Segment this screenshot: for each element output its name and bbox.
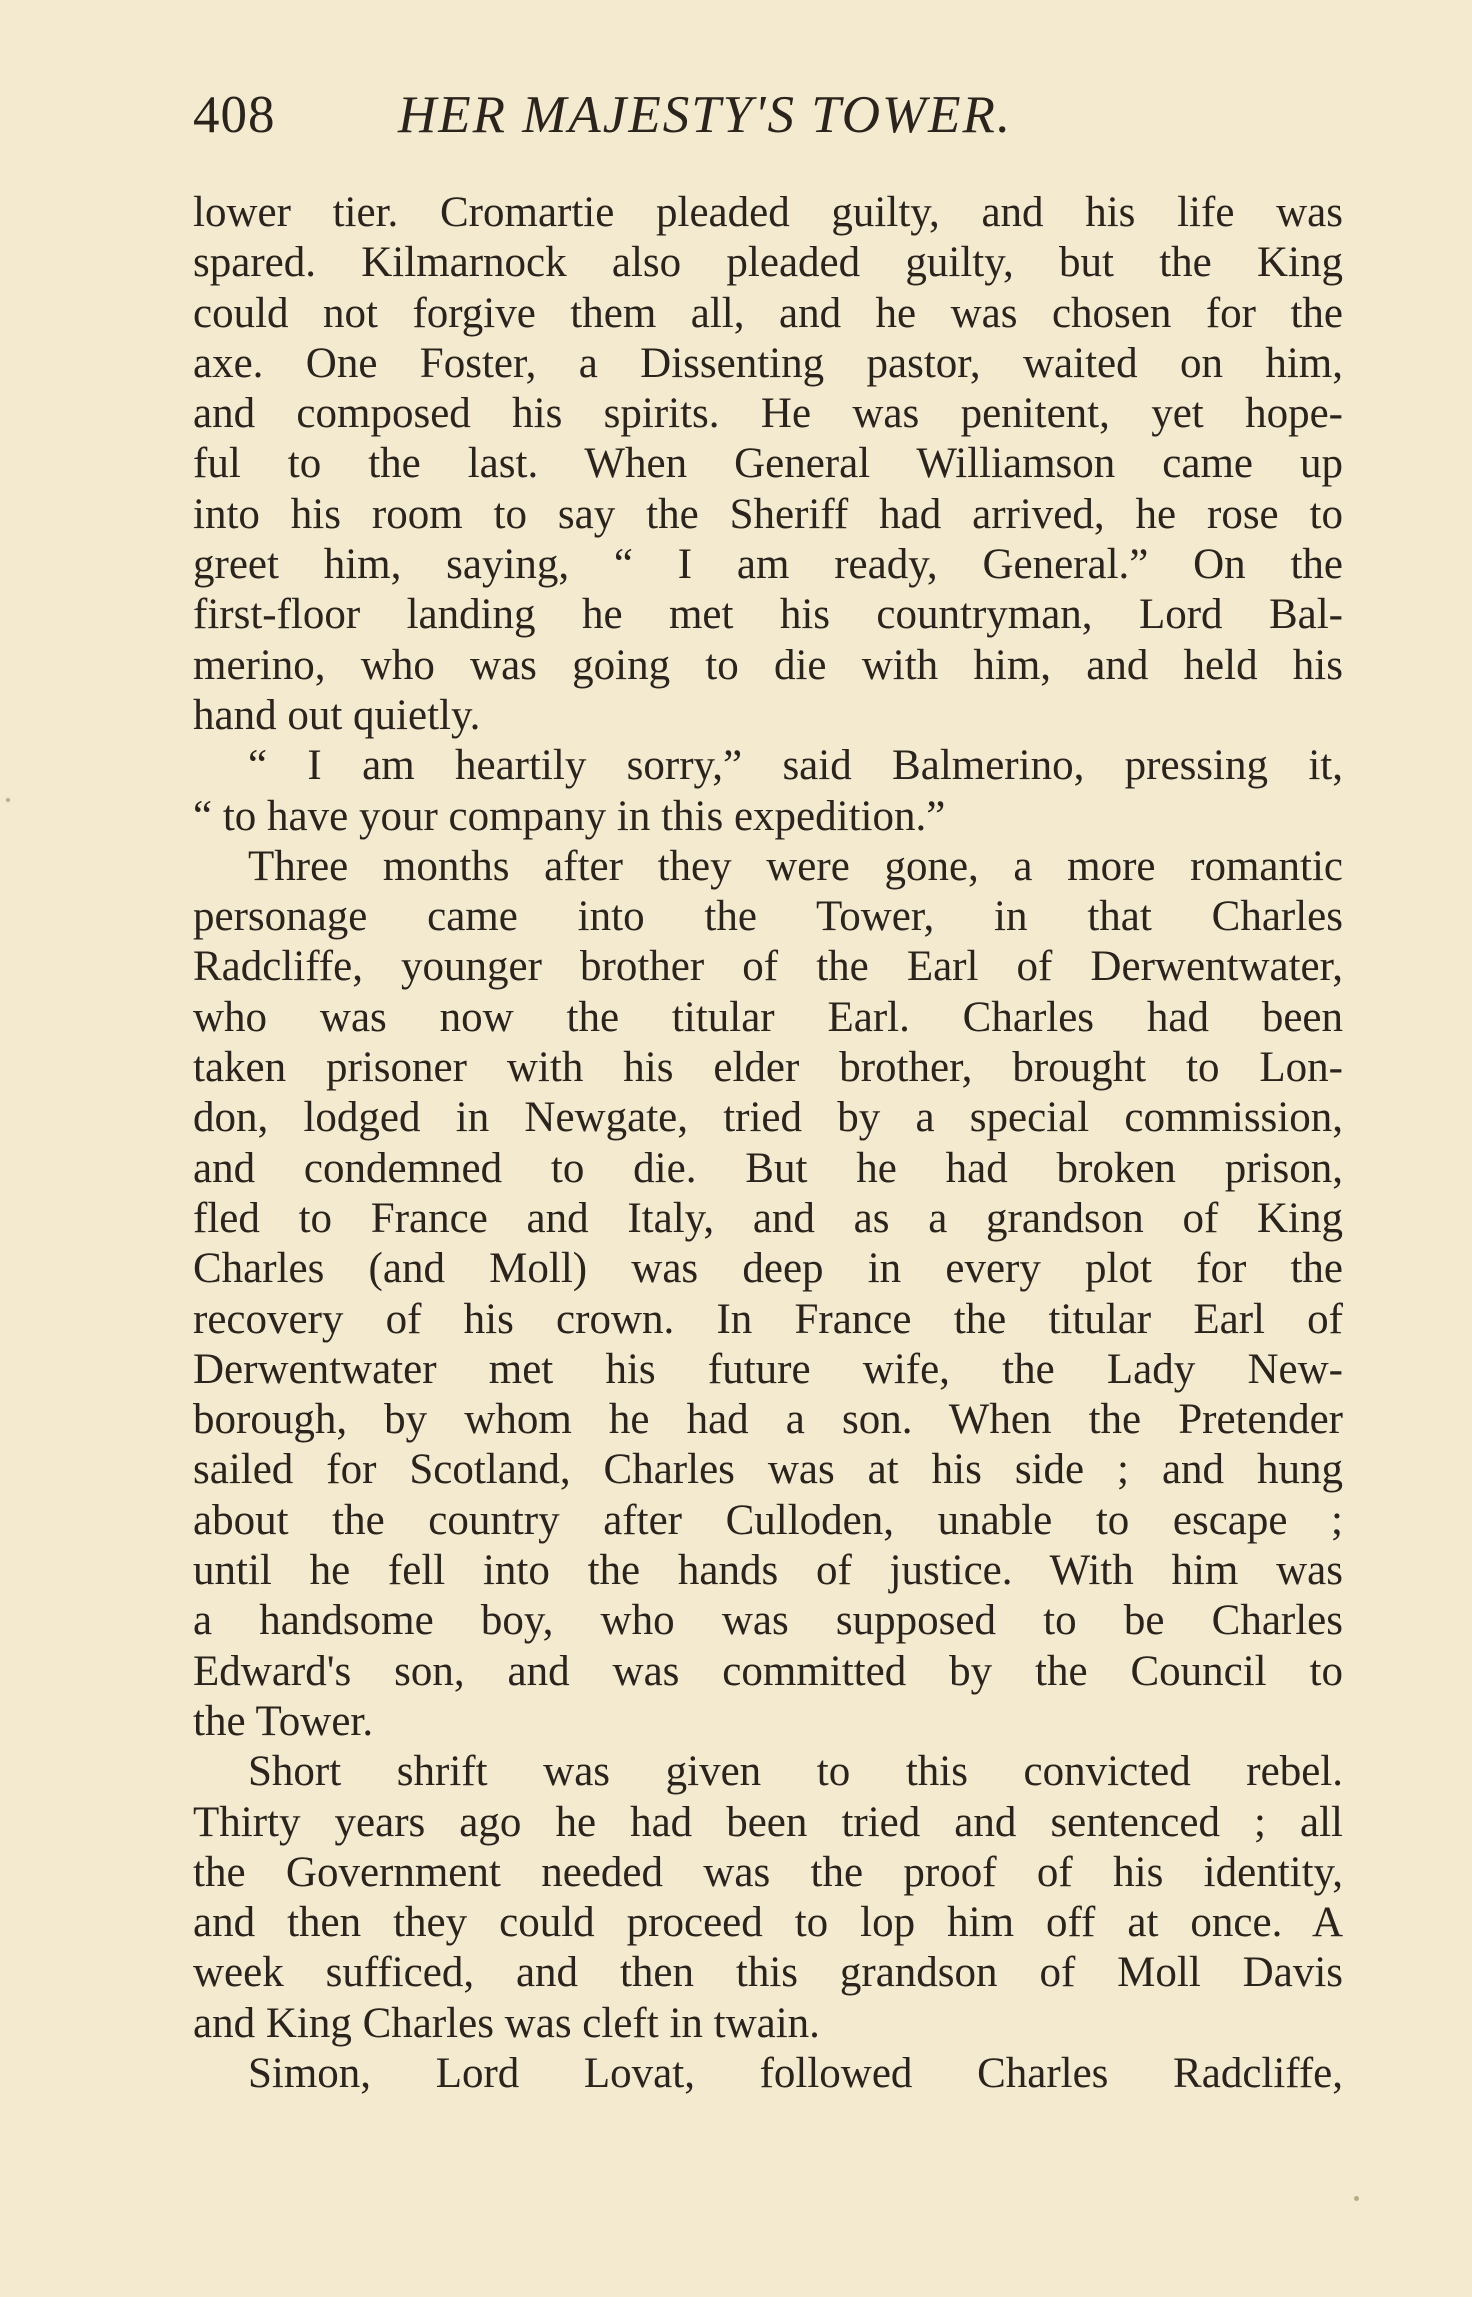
- text-line: and then they could proceed to lop him off at once. A: [193, 1899, 1343, 1947]
- text-line: week sufficed, and then this grandson of Moll Davis: [193, 1949, 1343, 1997]
- text-line: taken prisoner with his elder brother, brought to Lon-: [193, 1044, 1343, 1092]
- paper-speck: [1354, 2196, 1359, 2201]
- text-line: and condemned to die. But he had broken prison,: [193, 1144, 1343, 1192]
- page-number: 408: [193, 86, 276, 144]
- text-line: greet him, saying, “ I am ready, General.” On the: [193, 541, 1343, 589]
- paper-speck: [6, 798, 10, 802]
- text-line: and King Charles was cleft in twain.: [193, 1999, 820, 2047]
- text-line: ful to the last. When General Williamson came up: [193, 440, 1343, 488]
- text-line: about the country after Culloden, unable to escape ;: [193, 1496, 1343, 1544]
- text-line: and composed his spirits. He was penitent, yet hope-: [193, 390, 1343, 438]
- running-title: HER MAJESTY'S TOWER.: [398, 86, 1013, 144]
- text-line: lower tier. Cromartie pleaded guilty, and his life was: [193, 189, 1343, 236]
- text-line: merino, who was going to die with him, and held his: [193, 641, 1343, 689]
- text-line: first-floor landing he met his countryman, Lord Bal-: [193, 591, 1343, 639]
- text-line: Thirty years ago he had been tried and sentenced ; all: [193, 1798, 1343, 1846]
- text-line: borough, by whom he had a son. When the Pretender: [193, 1396, 1343, 1444]
- text-line: who was now the titular Earl. Charles had been: [193, 993, 1343, 1041]
- text-line: into his room to say the Sheriff had arrived, he rose to: [193, 490, 1343, 538]
- text-line: “ to have your company in this expedition.”: [193, 792, 946, 840]
- page-header: [193, 80, 1193, 150]
- text-line: a handsome boy, who was supposed to be Charles: [193, 1597, 1343, 1645]
- text-line: Short shrift was given to this convicted rebel.: [248, 1748, 1343, 1796]
- text-line: personage came into the Tower, in that Charles: [193, 893, 1343, 941]
- text-line: spared. Kilmarnock also pleaded guilty, but the King: [193, 239, 1343, 287]
- text-line: sailed for Scotland, Charles was at his side ; and hung: [193, 1446, 1343, 1494]
- text-line: Edward's son, and was committed by the Council to: [193, 1647, 1343, 1695]
- text-line: fled to France and Italy, and as a grandson of King: [193, 1194, 1343, 1242]
- text-line: recovery of his crown. In France the titular Earl of: [193, 1295, 1343, 1343]
- text-line: the Tower.: [193, 1697, 374, 1745]
- text-line: Radcliffe, younger brother of the Earl of Derwentwater,: [193, 943, 1343, 991]
- text-line: Charles (and Moll) was deep in every plot for the: [193, 1245, 1343, 1293]
- text-line: Derwentwater met his future wife, the Lady New-: [193, 1345, 1343, 1393]
- text-line: don, lodged in Newgate, tried by a special commission,: [193, 1094, 1343, 1142]
- text-line: Three months after they were gone, a more romantic: [248, 842, 1343, 890]
- text-line: “ I am heartily sorry,” said Balmerino, pressing it,: [248, 742, 1343, 790]
- text-line: hand out quietly.: [193, 691, 481, 739]
- text-line: Simon, Lord Lovat, followed Charles Radcliffe,: [248, 2049, 1343, 2097]
- text-line: until he fell into the hands of justice. With him was: [193, 1547, 1343, 1595]
- text-line: axe. One Foster, a Dissenting pastor, waited on him,: [193, 339, 1343, 387]
- text-line: the Government needed was the proof of his identity,: [193, 1848, 1343, 1896]
- text-line: could not forgive them all, and he was chosen for the: [193, 289, 1343, 337]
- body-text: [193, 188, 1343, 2099]
